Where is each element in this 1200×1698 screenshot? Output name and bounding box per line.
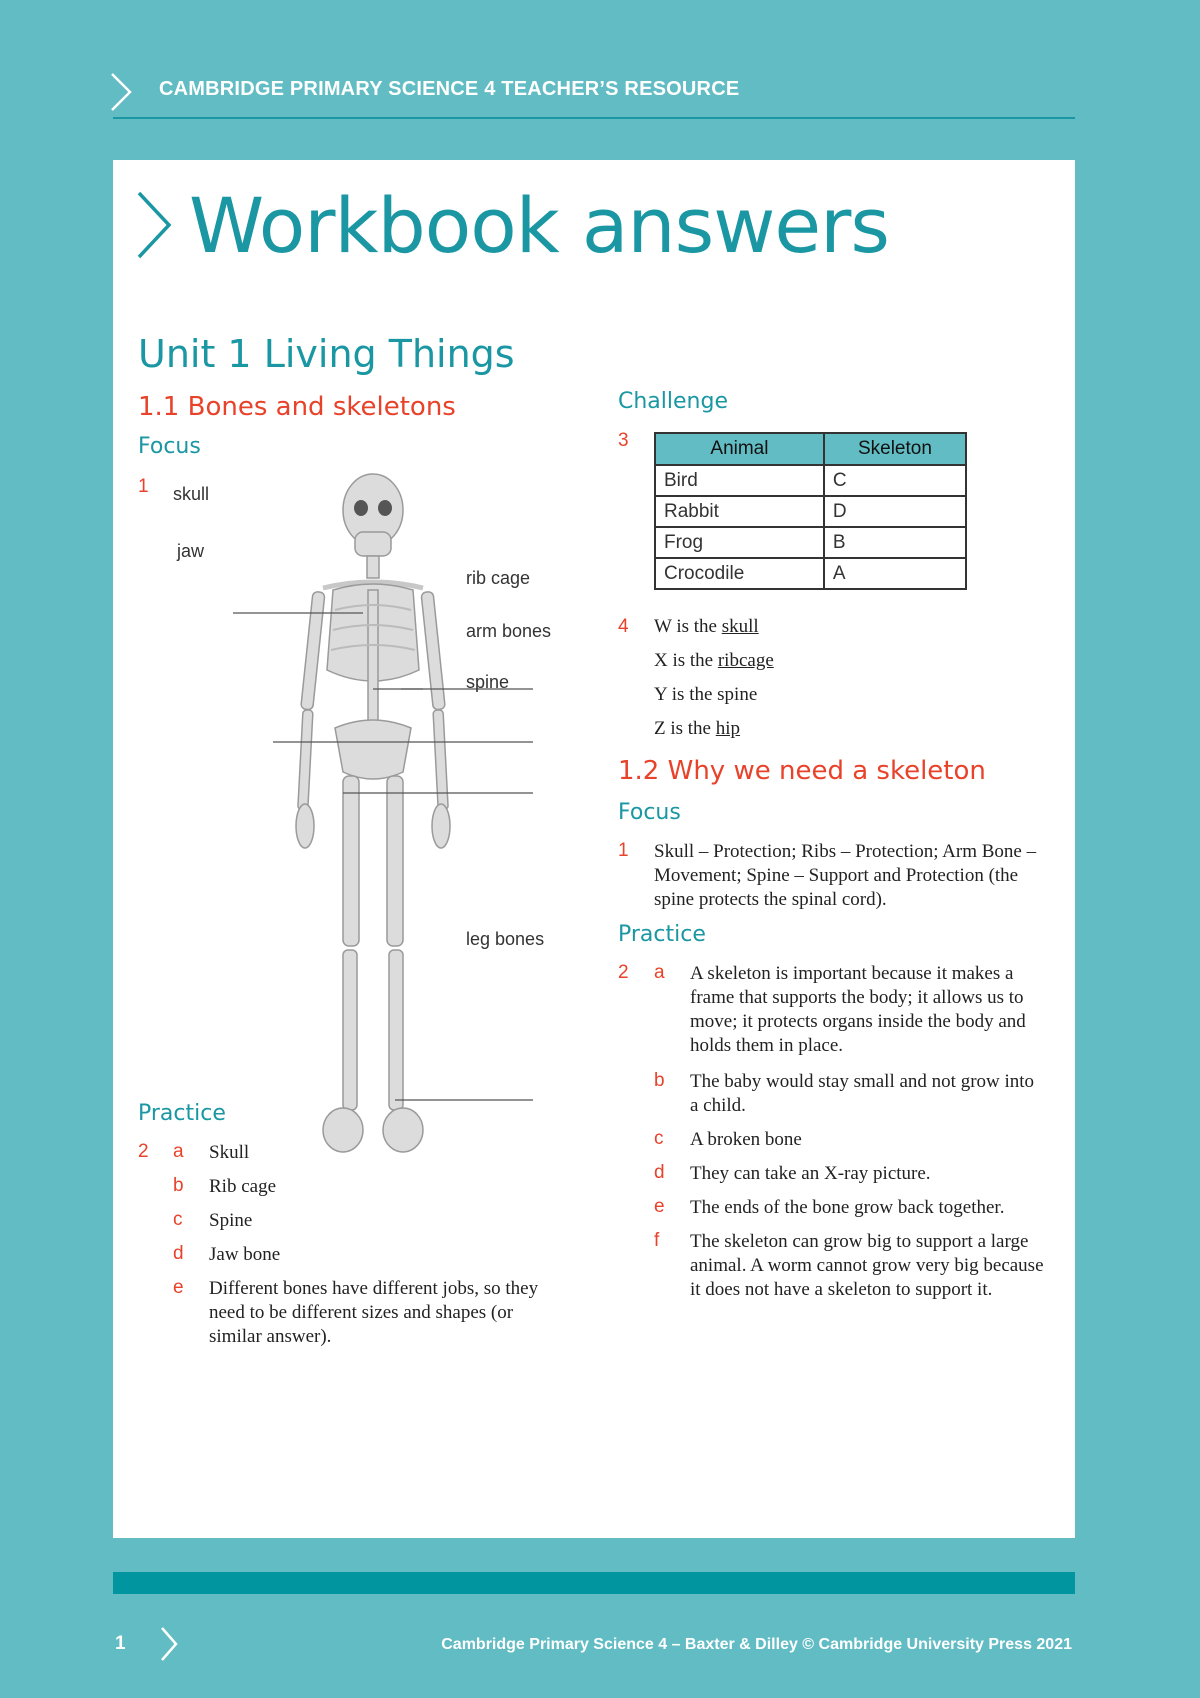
table-cell: A	[824, 558, 966, 589]
label-leg-bones: leg bones	[466, 929, 545, 949]
page-number: 1	[115, 1633, 126, 1654]
label-jaw: jaw	[177, 541, 205, 561]
table-cell: Bird	[655, 465, 824, 496]
question-number: 1	[138, 476, 149, 497]
focus-heading: Focus	[618, 800, 681, 825]
chevron-right-icon	[108, 72, 134, 112]
page-title	[135, 180, 889, 270]
question-number: 2	[618, 962, 629, 983]
challenge-heading: Challenge	[618, 389, 728, 414]
animal-skeleton-table	[654, 432, 967, 590]
list-item: a Skull	[173, 1141, 250, 1163]
table-header: Skeleton	[824, 433, 966, 465]
label-spine: spine	[466, 672, 510, 692]
question-number: 1	[618, 840, 629, 861]
list-item: b The baby would stay small and not grow into a child.	[654, 1070, 1035, 1116]
label-skull: skull	[173, 484, 210, 504]
list-item: d They can take an X-ray picture.	[654, 1162, 931, 1184]
table-cell: B	[824, 527, 966, 558]
list-item: Z is the hip	[654, 718, 741, 739]
table-cell: Rabbit	[655, 496, 824, 527]
section-title-1-2: 1.2 Why we need a skeleton	[618, 756, 986, 786]
list-item: d Jaw bone	[173, 1243, 281, 1265]
list-item: c A broken bone	[654, 1128, 802, 1150]
answer-text: Skull – Protection; Ribs – Protection; Arm Bone – Movement; Spine – Support and Protection (the spine protects the spinal cord).	[654, 841, 1037, 910]
list-item: W is the skull	[654, 616, 759, 637]
practice-heading: Practice	[618, 922, 706, 947]
table-row	[655, 527, 966, 558]
footer-credit: Cambridge Primary Science 4 – Baxter & Dilley © Cambridge University Press 2021	[441, 1636, 1072, 1653]
list-item: f The skeleton can grow big to support a large animal. A worm cannot grow very big because it does not have a skeleton to support it.	[654, 1230, 1044, 1300]
section-title-1-1: 1.1 Bones and skeletons	[138, 392, 456, 422]
label-rib-cage: rib cage	[466, 568, 531, 588]
table-cell: D	[824, 496, 966, 527]
table-header: Animal	[655, 433, 824, 465]
list-item: X is the ribcage	[654, 650, 774, 671]
footer-bar	[113, 1572, 1075, 1594]
question-number: 3	[618, 430, 629, 451]
table-row	[655, 496, 966, 527]
table-row	[655, 558, 966, 589]
list-item: a A skeleton is important because it makes a frame that supports the body; it allows us to move; it protects organs inside the body and holds them in place.	[654, 962, 1026, 1056]
table-cell: Crocodile	[655, 558, 824, 589]
list-item: Y is the spine	[654, 684, 758, 705]
practice-heading: Practice	[138, 1101, 226, 1126]
header-title: CAMBRIDGE PRIMARY SCIENCE 4 TEACHER’S RESOURCE	[159, 78, 740, 100]
main-title-text: Workbook answers	[189, 180, 889, 270]
list-item: b Rib cage	[173, 1175, 277, 1197]
table-cell: Frog	[655, 527, 824, 558]
table-cell: C	[824, 465, 966, 496]
table-row	[655, 465, 966, 496]
page-content	[113, 160, 1075, 1538]
question-number: 4	[618, 616, 629, 637]
label-arm-bones: arm bones	[466, 621, 552, 641]
list-item: c Spine	[173, 1209, 253, 1231]
chevron-right-icon	[135, 189, 175, 261]
focus-heading: Focus	[138, 434, 201, 459]
header-divider	[113, 117, 1075, 119]
question-number: 2	[138, 1141, 149, 1162]
list-item: e Different bones have different jobs, so they need to be different sizes and shapes (or similar answer).	[173, 1277, 539, 1347]
unit-title: Unit 1 Living Things	[138, 332, 515, 376]
list-item: e The ends of the bone grow back together.	[654, 1196, 1005, 1218]
chevron-right-icon	[159, 1626, 179, 1662]
